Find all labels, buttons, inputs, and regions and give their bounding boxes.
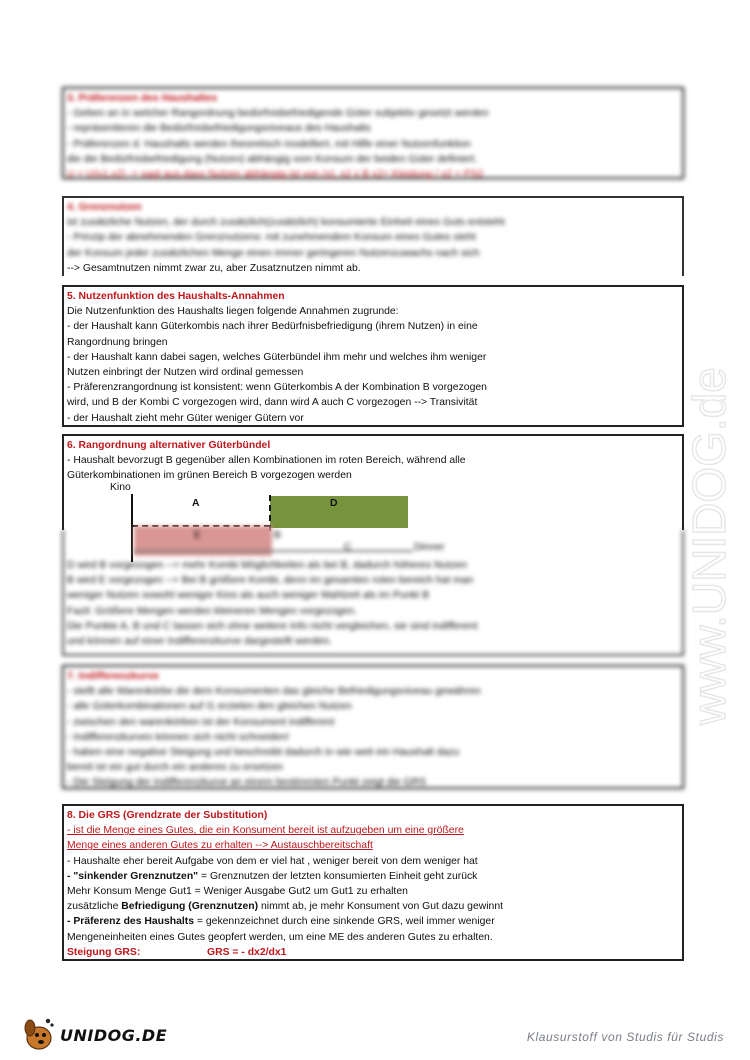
section-5-line-3: Rangordnung bringen [67, 336, 168, 348]
section-5-title: 5. Nutzenfunktion des Haushalts-Annahmen [67, 291, 285, 302]
section-8-line-4-bold: - "sinkender Grenznutzen" [67, 870, 199, 882]
label-d: D [330, 498, 338, 509]
section-8-line-6-rest: nimmt ab, je mehr Konsument von Gut dazu gewinnt [258, 901, 503, 913]
section-8-line-7-rest: = gekennzeichnet durch eine sinkende GRS, weil immer weniger [194, 916, 495, 928]
section-5-line-4: - der Haushalt kann dabei sagen, welches Güterbündel ihm mehr und welches ihm weniger [67, 351, 487, 363]
section-8-line-5: Mehr Konsum Menge Gut1 = Weniger Ausgabe Gut2 um Gut1 zu erhalten [67, 886, 408, 898]
axis-label-kino: Kino [110, 482, 131, 493]
dog-icon [22, 1016, 56, 1052]
section-6-box [62, 434, 684, 656]
section-8-line-3: - Haushalte eher bereit Aufgabe von dem er viel hat , weniger bereit von dem weniger hat [67, 855, 478, 867]
label-a: A [192, 498, 200, 509]
section-3-line-3: - Präferenzen d. Haushalts werden theoretisch modelliert, mit Hilfe einer Nutzenfunktion [67, 138, 471, 150]
section-6-blur-line-5: Die Punkte A, B und C lassen sich ohne weitere Info nicht vergleichen, sie sind indifferent [67, 620, 478, 632]
section-5-line-6: - Präferenzrangordnung ist konsistent: wenn Güterkombis A der Kombination B vorgezogen [67, 382, 487, 394]
logo-text: UNIDOG.DE [60, 1026, 168, 1045]
section-4-box [62, 196, 684, 276]
section-8-line-1: - ist die Menge eines Gutes, die ein Konsument bereit ist aufzugeben um eine größere [67, 825, 464, 837]
slope-formula: GRS = - dx2/dx1 [207, 946, 287, 958]
section-8-line-7-bold: - Präferenz des Haushalts [67, 916, 195, 928]
section-6-blur-line-1: D wird B vorgezogen --> mehr Kombi Möglichkeiten als bei B, dadurch höheres Nutzen [67, 560, 467, 571]
label-e: E [194, 530, 201, 541]
section-8-slope [67, 945, 679, 960]
section-7-line-1: - stellt alle Warenkörbe die dem Konsumenten das gleiche Befriedigungsniveau gewähren [67, 686, 481, 698]
section-3-line-1: - Geben an in welcher Rangordnung bedürfnisbefriedigende Güter subjektiv gesetzt werden [67, 108, 489, 120]
footer-tagline: Klausurstoff von Studis für Studis [526, 1030, 724, 1044]
label-b: B [274, 530, 281, 541]
slope-label: Steigung GRS: [67, 946, 141, 958]
section-8-line-2: Menge eines anderen Gutes zu erhalten --> Austauschbereitschaft [67, 840, 373, 852]
section-4-last-line: --> Gesamtnutzen nimmt zwar zu, aber Zusatznutzen nimmt ab. [67, 263, 361, 274]
unidog-watermark [635, 270, 750, 730]
section-3-line-2: - repräsentieren die Bedürfnisbefriedigungsniveaus des Haushalts [67, 123, 371, 135]
section-4-line-3: der Konsum jeder zusätzlichen Menge einen immer geringeren Nutzenzuwachs nach sich [67, 247, 480, 259]
axis-label-dinner: Dinner [414, 542, 445, 553]
area-a-dashed [132, 495, 270, 527]
section-8-line-6-pre: zusätzliche [67, 901, 122, 913]
section-7-title: 7. Indifferenzkurve [67, 671, 159, 682]
section-4-title: 4. Grenznutzen [67, 202, 142, 213]
section-3-title: 3. Präferenzen des Haushaltes [67, 93, 218, 104]
section-4-line-2: - Prinzip der abnehmenden Grenznutzens: mit zunehmendem Konsum eines Gutes steht [67, 232, 476, 244]
section-6-blur-line-6: und können auf einer Indifferenzkurve dargestellt werden. [67, 636, 332, 648]
label-c: C [344, 542, 352, 553]
section-6-line-1: - Haushalt bevorzugt B gegenüber allen Kombinationen im roten Bereich, während alle [67, 455, 466, 467]
section-7-line-7: - Die Steigung der Indifferenzkurve an einem bestimmten Punkt zeigt die GRS [67, 777, 427, 789]
section-7-line-4: - Indifferenzkurven können sich nicht schneiden! [67, 731, 290, 743]
section-6-blur-line-4: Fazit: Größere Mengen werden kleineren Mengen vorgezogen. [67, 605, 357, 617]
x-axis [133, 550, 413, 552]
section-6-blur-line-2: B wird E vorgezogen --> Bei B größere Kombi, denn im gesamten roten bereich hat man [67, 575, 474, 587]
section-7-line-6: bereit ist ein gut durch ein anderes zu ersetzen [67, 762, 284, 774]
section-3-box [62, 87, 684, 179]
section-4-line-1: ist zusätzliche Nutzen, der durch zusätzlich(zusätzlich) konsumierte Einheit eines Guts entsteht [67, 217, 505, 229]
unidog-logo[interactable] [22, 1014, 168, 1054]
section-6-blur-line-3: weniger Nutzen sowohl weniger Kino als auch weniger Mahlzeit als im Punkt B [67, 590, 430, 602]
section-8-line-8: Mengeneinheiten eines Gutes geopfert werden, um eine ME des anderen Gutes zu erhalten. [67, 931, 493, 943]
section-7-line-5: - haben eine negative Steigung und beschreibt dadurch in wie weit ein Haushalt dazu [67, 747, 460, 759]
section-5-line-2: - der Haushalt kann Güterkombis nach ihrer Bedürfnisbefriedigung (ihrem Nutzen) in eine [67, 321, 478, 333]
section-6-line-2: Güterkombinationen im grünen Bereich B vorgezogen werden [67, 470, 352, 482]
section-7-line-2: - alle Güterkombinationen auf I1 erzielen den gleichen Nutzen [67, 701, 352, 713]
section-3-line-5: U = U(x1,x2) -> sagt aus,dass Nutzen abhängig ist von (x), x2 x B x2= Kleidung / x2 = PS2 [67, 169, 484, 181]
section-8-line-4 [67, 869, 679, 884]
section-5-line-5: Nutzen einbringt der Nutzen wird ordinal gemessen [67, 367, 304, 379]
green-area-d [270, 496, 408, 528]
section-8-line-4-rest: = Grenznutzen der letzten konsumierten Einheit geht zurück [198, 870, 478, 882]
section-5-line-7: wird, und B der Kombi C vorgezogen wird, dann wird A auch C vorgezogen --> Transivität [67, 397, 478, 409]
section-8-line-6-bold: Befriedigung (Grenznutzen) [121, 901, 259, 913]
section-7-box [62, 665, 684, 789]
section-6-title: 6. Rangordnung alternativer Güterbündel [67, 440, 271, 451]
section-5-line-8: - der Haushalt zieht mehr Güter weniger Gütern vor [67, 412, 304, 424]
section-5-box [62, 285, 684, 427]
watermark-text: www.UNIDOG.de [683, 367, 735, 725]
section-5-line-1: Die Nutzenfunktion des Haushalts liegen folgende Annahmen zugrunde: [67, 306, 399, 318]
section-8-line-6 [67, 899, 679, 914]
section-8-line-7 [67, 914, 679, 929]
section-7-line-3: - zwischen den warenkörben ist der Konsument indifferent [67, 716, 335, 728]
section-8-title: 8. Die GRS (Grendzrate der Substitution) [67, 810, 268, 821]
section-3-line-4: die die Bedürfnisbefriedigung (Nutzen) abhängig vom Konsum der beiden Güter definiert. [67, 153, 478, 165]
section-8-box [62, 804, 684, 961]
